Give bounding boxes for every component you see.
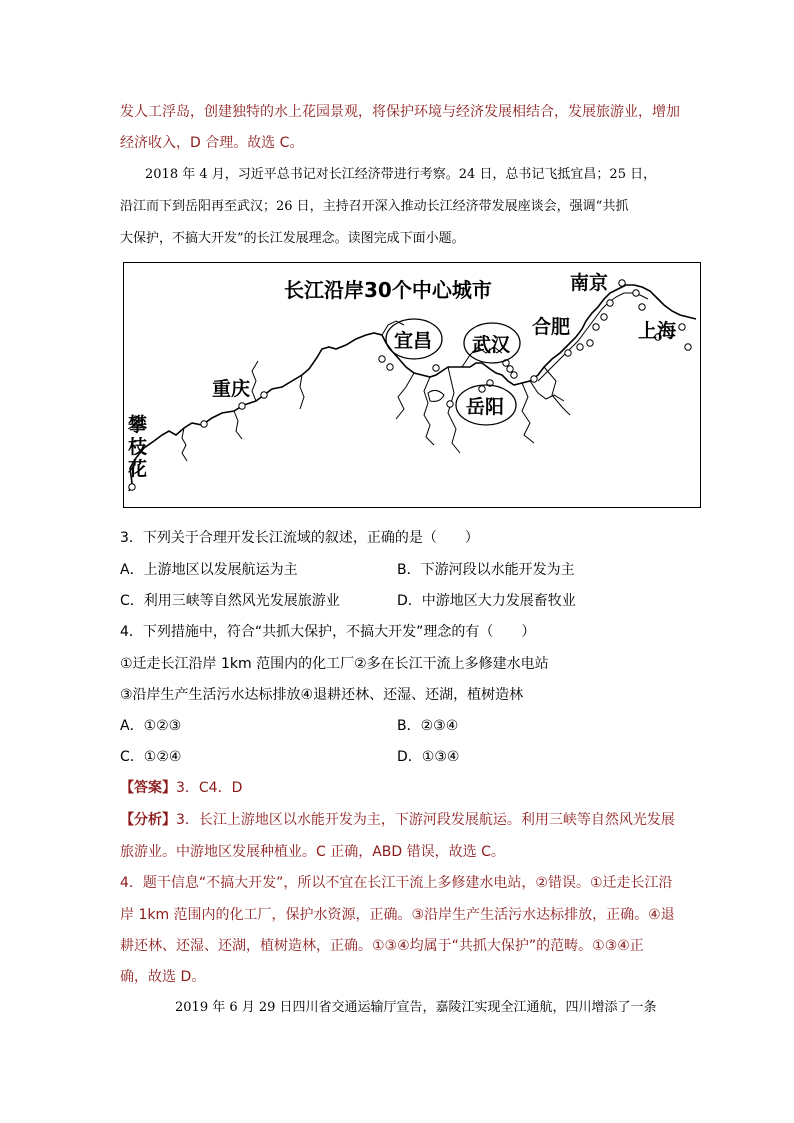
q4-option-d: D．①③④ <box>397 749 460 765</box>
intro-line-1: 2018 年 4 月，习近平总书记对长江经济带进行考察。24 日，总书记飞抵宜昌；25 日， <box>145 167 657 182</box>
analysis-label: 【分析】 <box>120 812 176 828</box>
analysis-line-6: 确，故选 D。 <box>120 969 206 985</box>
city-dot <box>387 364 393 370</box>
q4-option-a: A．①②③ <box>120 718 182 734</box>
city-dot <box>201 421 207 427</box>
city-dot <box>379 356 385 362</box>
city-label-chongqing: 重庆 <box>212 378 251 400</box>
q4-option-b: B．②③④ <box>397 718 459 734</box>
q3-stem: 3．下列关于合理开发长江流域的叙述，正确的是（ ） <box>120 530 479 546</box>
city-label-yichang: 宜昌 <box>394 330 433 352</box>
city-dot <box>639 304 645 310</box>
map-title: 长江沿岸30个中心城市 <box>284 278 492 302</box>
city-dot <box>507 366 513 372</box>
tributary-2 <box>234 411 242 439</box>
q3-option-c: C．利用三峡等自然风光发展旅游业 <box>120 593 340 609</box>
city-dot <box>129 484 135 490</box>
city-dot <box>531 376 537 382</box>
city-label-hefei: 合肥 <box>532 316 571 338</box>
city-label-shanghai: 上海 <box>638 320 677 342</box>
q4-stem: 4．下列措施中，符合“共抓大保护，不搞大开发”理念的有（ ） <box>120 624 536 640</box>
city-label-panzhihua-1: 攀 <box>128 414 148 436</box>
tributary-5 <box>424 377 434 445</box>
dongting-lake <box>428 390 444 401</box>
city-dot <box>511 372 517 378</box>
outro-line-1: 2019 年 6 月 29 日四川省交通运输厅宣告，嘉陵江实现全江通航，四川增添了一条 <box>175 1000 657 1015</box>
intro-line-2: 沿江而下到岳阳再至武汉；26 日，主持召开深入推动长江经济带发展座谈会，强调“共抓 <box>120 199 629 214</box>
analysis-line-4: 岸 1km 范围内的化工厂，保护水资源，正确。③沿岸生产生活污水达标排放，正确。④退 <box>120 907 675 923</box>
city-dot <box>261 392 267 398</box>
city-dot <box>565 350 571 356</box>
continued-text-line-2: 经济收入，D 合理。故选 C。 <box>120 135 304 151</box>
city-dot <box>577 344 583 350</box>
city-label-panzhihua-2: 枝 <box>128 436 148 458</box>
analysis-line-3: 4．题干信息“不搞大开发”，所以不宜在长江干流上多修建水电站，②错误。①迁走长江沿 <box>120 875 673 891</box>
tributary-4 <box>300 375 304 409</box>
city-label-yueyang: 岳阳 <box>466 396 505 418</box>
q4-statement-2: ③沿岸生产生活污水达标排放④退耕还林、还湿、还湖，植树造林 <box>120 687 524 703</box>
tributary-10 <box>530 381 564 401</box>
city-dot <box>239 403 245 409</box>
continued-text-line-1: 发人工浮岛，创建独特的水上花园景观，将保护环境与经济发展相结合，发展旅游业，增加 <box>120 104 680 120</box>
analysis-line-5: 耕还林、还湿、还湖，植树造林，正确。①③④均属于“共抓大保护”的范畴。①③④正 <box>120 938 644 954</box>
city-label-wuhan: 武汉 <box>472 334 511 356</box>
yangtze-map-figure <box>123 262 701 508</box>
city-dot <box>679 324 685 330</box>
q4-option-c: C．①②④ <box>120 749 182 765</box>
city-dot <box>447 401 453 407</box>
q3-option-d: D．中游地区大力发展畜牧业 <box>397 593 576 609</box>
q4-statement-1: ①迁走长江沿岸 1km 范围内的化工厂②多在长江干流上多修建水电站 <box>120 656 549 672</box>
tributary-6 <box>448 367 460 453</box>
tributary-8 <box>522 383 534 443</box>
city-dot <box>593 324 599 330</box>
city-dot <box>619 280 625 286</box>
yangtze-map-svg <box>124 263 701 508</box>
tributary-1 <box>182 428 187 461</box>
analysis-line-2: 旅游业。中游地区发展种植业。C 正确，ABD 错误，故选 C。 <box>120 844 505 860</box>
answer-text: 3．C4．D <box>176 780 243 796</box>
city-dot <box>607 300 613 306</box>
city-label-panzhihua-3: 花 <box>128 458 148 480</box>
city-dot <box>685 344 691 350</box>
tributary-3 <box>252 361 258 401</box>
city-dot <box>633 290 639 296</box>
analysis-text-1: 3．长江上游地区以水能开发为主，下游河段发展航运。利用三峡等自然风光发展 <box>176 812 675 828</box>
intro-line-3: 大保护，不搞大开发”的长江发展理念。读图完成下面小题。 <box>120 231 465 246</box>
analysis-line-1 <box>120 810 675 830</box>
tributary-9 <box>544 367 570 415</box>
tributary-7 <box>396 373 414 419</box>
city-dot <box>587 340 593 346</box>
city-dot <box>479 386 485 392</box>
city-dot <box>601 314 607 320</box>
city-dot <box>433 365 439 371</box>
city-label-nanjing: 南京 <box>570 272 609 294</box>
answer-line <box>120 778 242 798</box>
q3-option-a: A．上游地区以发展航运为主 <box>120 562 298 578</box>
q3-option-b: B．下游河段以水能开发为主 <box>397 562 575 578</box>
answer-label: 【答案】 <box>120 780 176 796</box>
